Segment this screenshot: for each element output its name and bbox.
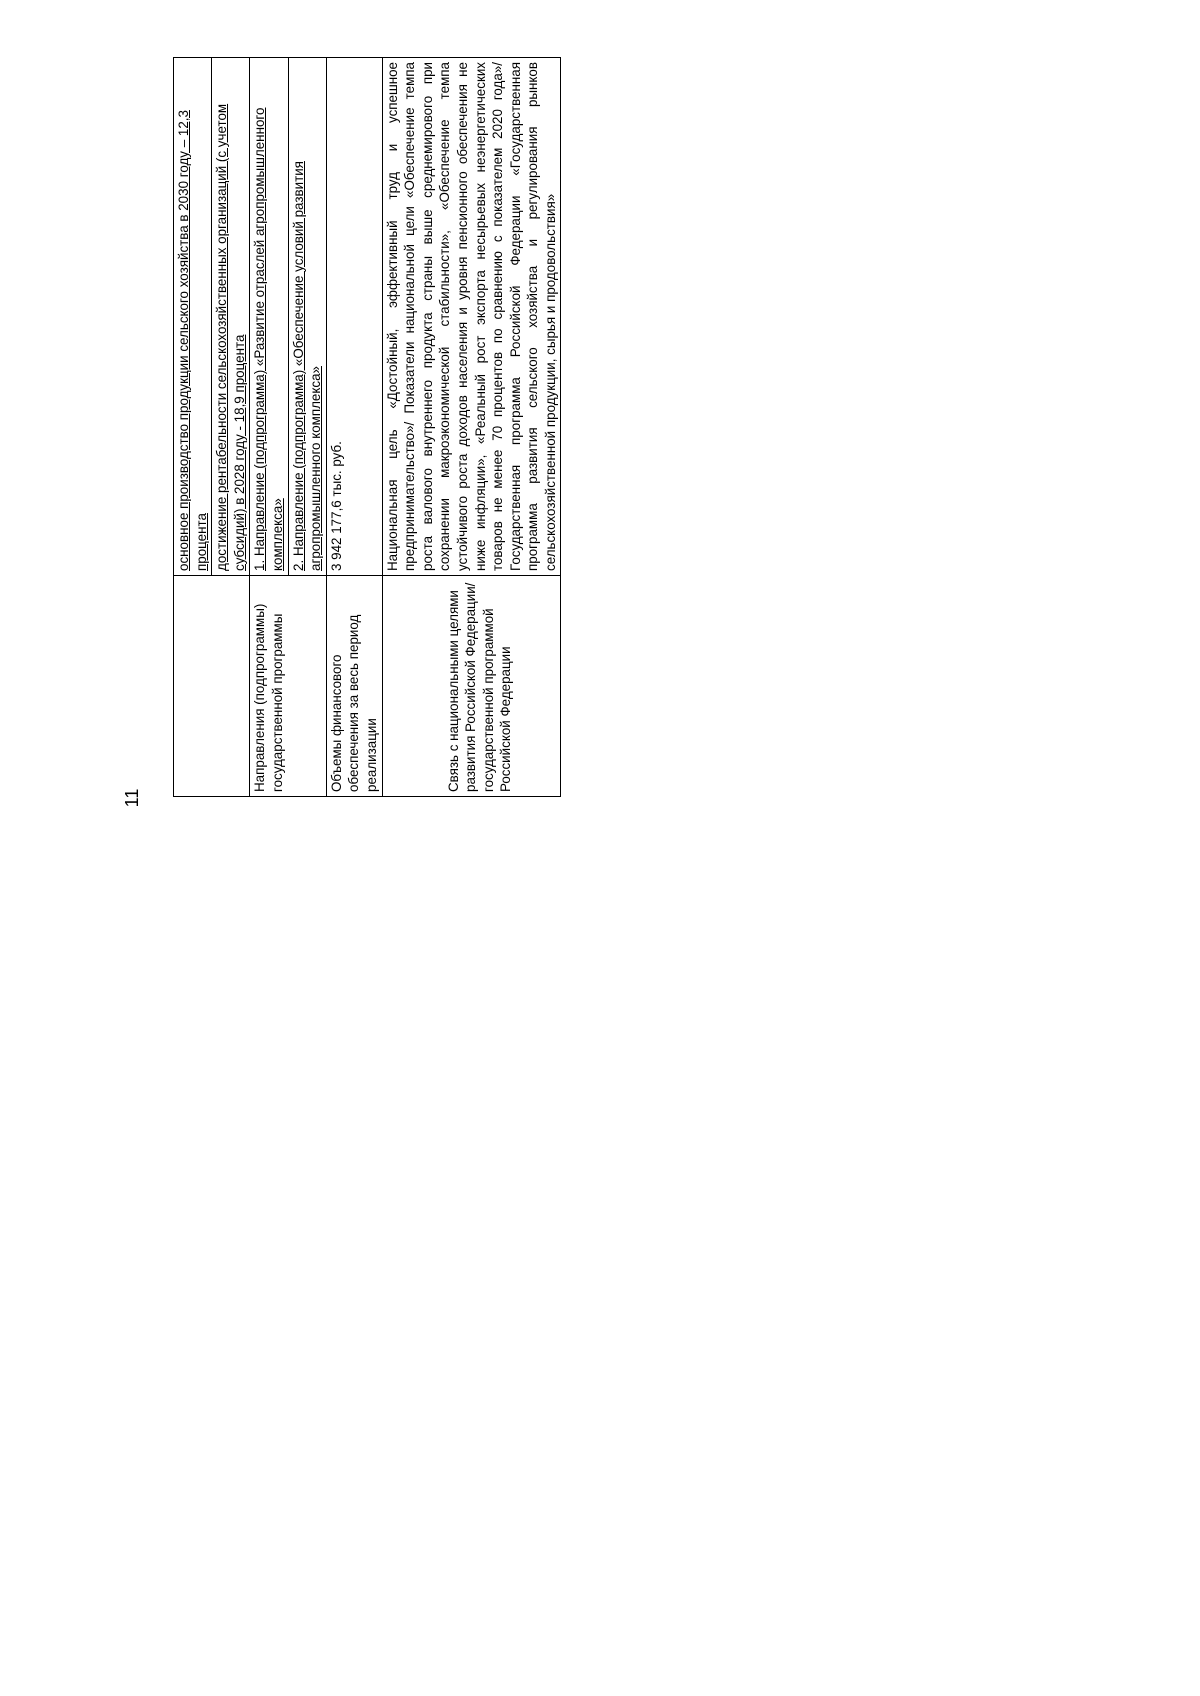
passport-table-container bbox=[173, 57, 587, 797]
subprogram-text: 1. Направление (подпрограмма) «Развитие отраслей агропромышленного комплекса» bbox=[252, 107, 285, 571]
table-row bbox=[174, 58, 212, 797]
table-row bbox=[250, 58, 288, 797]
table-cell-label bbox=[174, 576, 250, 797]
table-cell-value bbox=[212, 58, 250, 576]
table-cell-label: Направления (подпрограммы) государственной программы bbox=[250, 576, 326, 797]
indicator-text: достижение рентабельности сельскохозяйственных организаций (с учетом субсидий) в 2028 году - 18,9 процента bbox=[214, 103, 247, 571]
table-cell-value bbox=[288, 58, 326, 576]
table-row bbox=[326, 58, 382, 797]
table-cell-value bbox=[174, 58, 212, 576]
program-passport-table bbox=[173, 57, 561, 797]
table-cell-label: Связь с национальными целями развития Российской Федерации/ государственной программой Российской Федерации bbox=[382, 576, 561, 797]
table-cell-label: Объемы финансового обеспечения за весь период реализации bbox=[326, 576, 382, 797]
page-number: 11 bbox=[122, 788, 142, 808]
table-cell-value: Национальная цель «Достойный, эффективный труд и успешное предпринимательство»/ Показатели национальной цели «Обеспечение темпа роста валового внутреннего продукта страны выше среднемирового при сохранении макроэкономической стабильности», «Обеспечение темпа устойчивого роста доходов населения и уровня пенсионного обеспечения не ниже инфляции», «Реальный рост экспорта несырьевых неэнергетических товаров не менее 70 процентов по сравнению с показателем 2020 года»/ Государственная программа Российской Федерации «Государственная программа развития сельского хозяйства и регулирования рынков сельскохозяйственной продукции, сырья и продовольствия» bbox=[382, 58, 561, 576]
indicator-text: основное производство продукции сельского хозяйства в 2030 году – 12,3 процента bbox=[176, 110, 209, 571]
subprogram-text: 2. Направление (подпрограмма) «Обеспечение условий развития агропромышленного комплекса» bbox=[290, 161, 324, 571]
table-row bbox=[382, 58, 561, 797]
table-cell-value: 3 942 177,6 тыс. руб. bbox=[326, 58, 382, 576]
table-cell-value bbox=[250, 58, 288, 576]
rotated-page-content bbox=[173, 57, 587, 797]
